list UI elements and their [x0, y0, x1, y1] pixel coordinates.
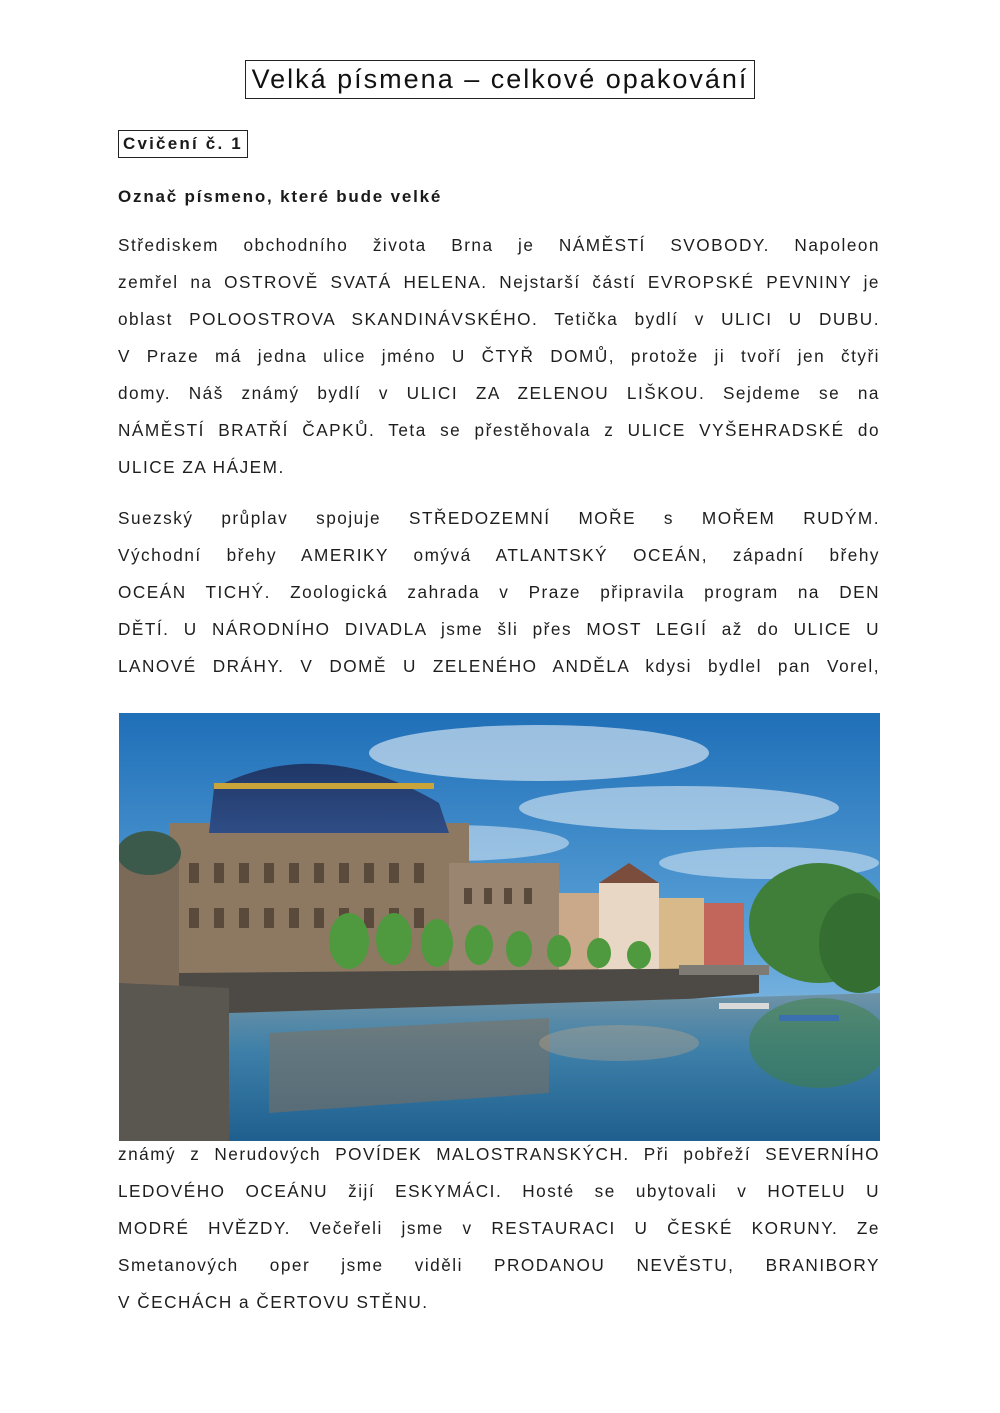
text-line: V Praze má jedna ulice jméno U ČTYŘ DOMŮ, protože ji tvoří jen čtyři — [118, 346, 880, 366]
text-line: Smetanových oper jsme viděli PRODANOU NEVĚSTU, BRANIBORY — [118, 1255, 880, 1275]
instruction-heading: Označ písmeno, které bude velké — [118, 187, 443, 206]
text-line: Východní břehy AMERIKY omývá ATLANTSKÝ OCEÁN, západní břehy — [118, 545, 880, 565]
text-line: známý z Nerudových POVÍDEK MALOSTRANSKÝCH. Při pobřeží SEVERNÍHO — [118, 1144, 880, 1164]
text-line: Střediskem obchodního života Brna je NÁMĚSTÍ SVOBODY. Napoleon — [118, 235, 880, 255]
text-line: oblast POLOOSTROVA SKANDINÁVSKÉHO. Tetička bydlí v ULICI U DUBU. — [118, 309, 880, 329]
exercise-label: Cvičení č. 1 — [118, 130, 248, 158]
text-line: MODRÉ HVĚZDY. Večeřeli jsme v RESTAURACI U ČESKÉ KORUNY. Ze — [118, 1218, 880, 1238]
text-line: LANOVÉ DRÁHY. V DOMĚ U ZELENÉHO ANDĚLA kdysi bydlel pan Vorel, — [118, 656, 880, 676]
paragraph-2 — [118, 500, 880, 685]
text-line: Suezský průplav spojuje STŘEDOZEMNÍ MOŘE s MOŘEM RUDÝM. — [118, 508, 880, 528]
text-line: V ČECHÁCH a ČERTOVU STĚNU. — [118, 1292, 429, 1312]
text-line: DĚTÍ. U NÁRODNÍHO DIVADLA jsme šli přes MOST LEGIÍ až do ULICE U — [118, 619, 880, 639]
page-title: Velká písmena – celkové opakování — [245, 60, 756, 99]
text-line: LEDOVÉHO OCEÁNU žijí ESKYMÁCI. Hosté se ubytovali v HOTELU U — [118, 1181, 880, 1201]
paragraph-3 — [118, 1136, 880, 1321]
text-line: zemřel na OSTROVĚ SVATÁ HELENA. Nejstarší částí EVROPSKÉ PEVNINY je — [118, 272, 880, 292]
photo-national-theatre — [119, 713, 880, 1141]
text-line: ULICE ZA HÁJEM. — [118, 457, 285, 477]
text-line: NÁMĚSTÍ BRATŘÍ ČAPKŮ. Teta se přestěhovala z ULICE VYŠEHRADSKÉ do — [118, 420, 880, 440]
text-line: domy. Náš známý bydlí v ULICI ZA ZELENOU LIŠKOU. Sejdeme se na — [118, 383, 880, 403]
text-line: OCEÁN TICHÝ. Zoologická zahrada v Praze připravila program na DEN — [118, 582, 880, 602]
title-container — [0, 60, 1000, 99]
paragraph-1 — [118, 227, 880, 486]
